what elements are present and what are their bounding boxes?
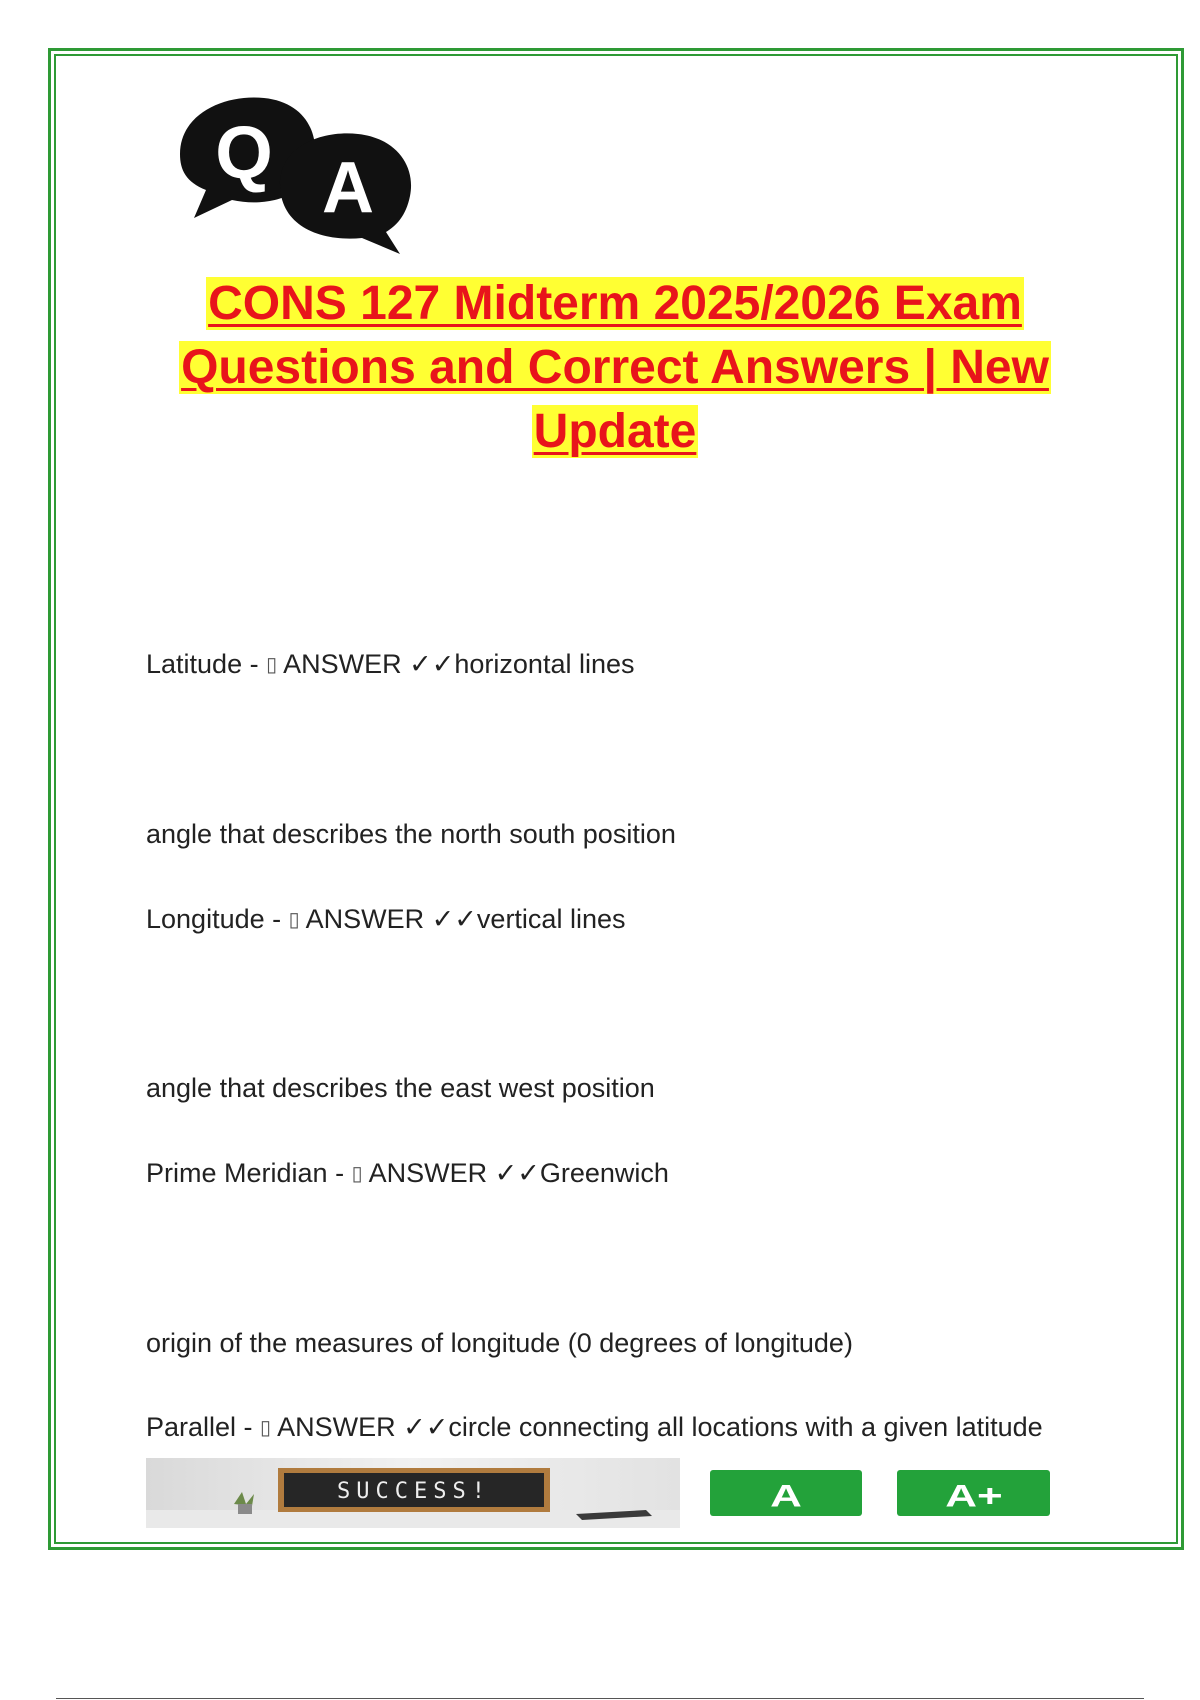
separator: -	[242, 649, 267, 679]
checkmarks-icon: ✓✓	[431, 904, 477, 934]
grade-a-label: A	[770, 1478, 802, 1509]
grade-a-glyph	[746, 1477, 826, 1509]
separator: -	[327, 1158, 352, 1188]
banner-text: SUCCESS!	[337, 1479, 491, 1504]
qa-question-parallel	[146, 1411, 1043, 1444]
missing-glyph-icon: ▯	[288, 909, 300, 931]
term: Longitude	[146, 904, 265, 934]
plant-pot	[238, 1504, 252, 1514]
success-banner-image	[146, 1458, 680, 1528]
checkmarks-icon: ✓✓	[409, 649, 455, 679]
qa-detail-prime-meridian: origin of the measures of longitude (0 degrees of longitude)	[146, 1328, 853, 1358]
answer: circle connecting all locations with a given latitude	[448, 1412, 1043, 1442]
qa-detail-latitude: angle that describes the north south position	[146, 819, 676, 849]
q-letter: Q	[215, 111, 273, 194]
grade-a-plus-glyph	[909, 1477, 1039, 1509]
term: Prime Meridian	[146, 1158, 328, 1188]
checkmarks-icon: ✓✓	[403, 1412, 449, 1442]
grade-badge-a-plus	[897, 1470, 1050, 1516]
grade-a-plus-label: A+	[944, 1478, 1003, 1509]
missing-glyph-icon: ▯	[260, 1417, 272, 1439]
missing-glyph-icon: ▯	[266, 654, 278, 676]
title-text: CONS 127 Midterm 2025/2026 Exam Questions and Correct Answers | New Update	[181, 277, 1049, 458]
qa-question-prime-meridian	[146, 1157, 669, 1190]
answer: vertical lines	[476, 904, 626, 934]
document-title	[150, 272, 1080, 464]
missing-glyph-icon: ▯	[351, 1163, 363, 1185]
a-letter: A	[322, 148, 374, 228]
qa-detail-longitude: angle that describes the east west position	[146, 1073, 655, 1103]
page-bottom-rule	[56, 1698, 1144, 1699]
term: Parallel	[146, 1412, 237, 1442]
answer-label: ANSWER	[271, 1412, 404, 1442]
answer-label: ANSWER	[277, 649, 410, 679]
answer: Greenwich	[539, 1158, 669, 1188]
separator: -	[264, 904, 289, 934]
answer: horizontal lines	[454, 649, 635, 679]
answer-label: ANSWER	[362, 1158, 495, 1188]
grade-badge-a	[710, 1470, 862, 1516]
answer-label: ANSWER	[299, 904, 432, 934]
separator: -	[236, 1412, 261, 1442]
checkmarks-icon: ✓✓	[494, 1158, 540, 1188]
qa-question-latitude	[146, 648, 635, 681]
qa-speech-bubbles-icon	[172, 92, 432, 262]
term: Latitude	[146, 649, 243, 679]
qa-question-longitude	[146, 903, 625, 936]
